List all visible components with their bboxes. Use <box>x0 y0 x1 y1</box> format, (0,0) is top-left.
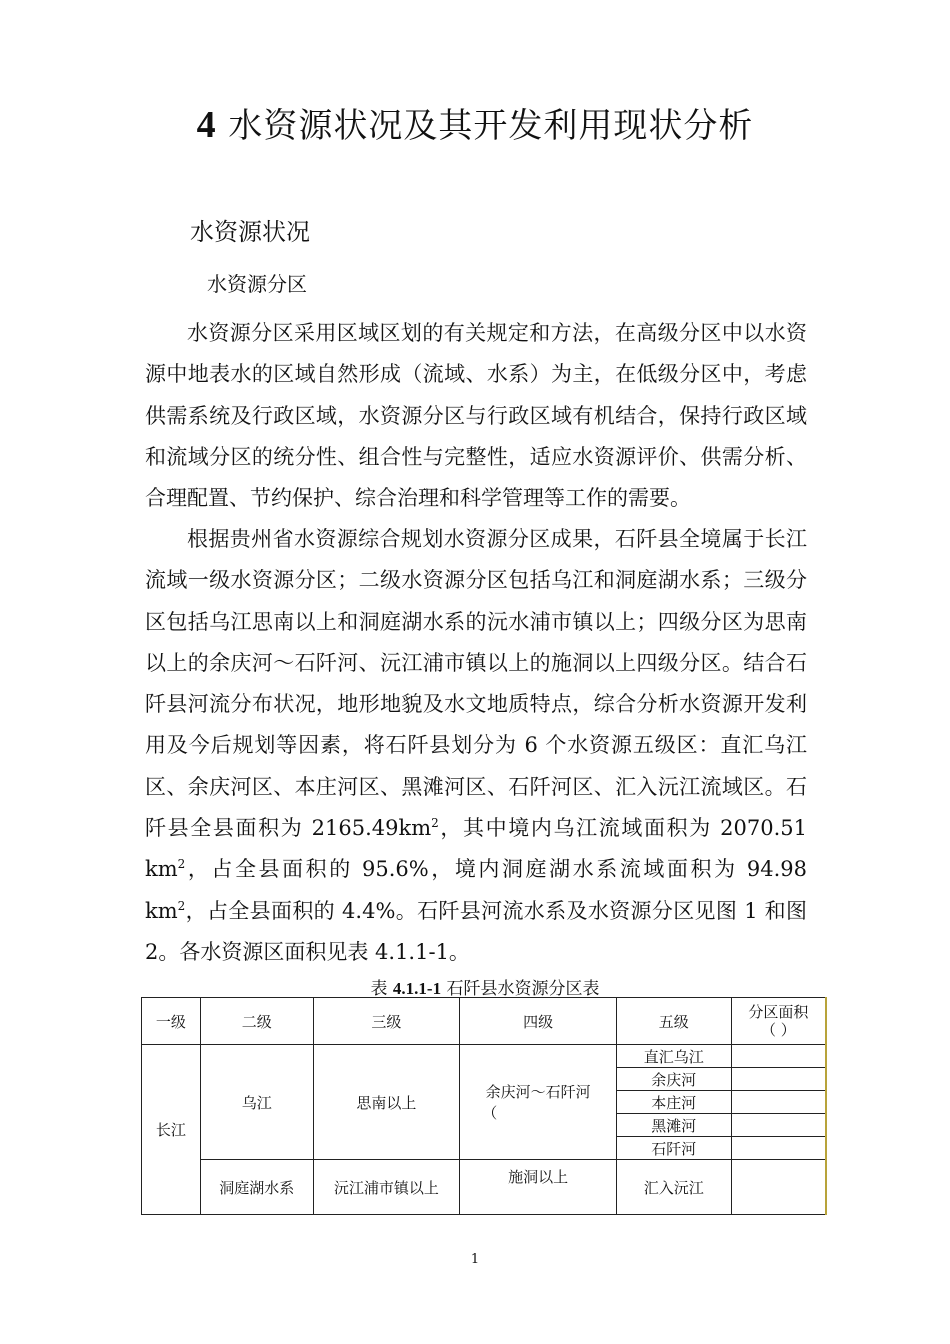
caption-title: 石阡县水资源分区表 <box>441 979 600 999</box>
cell-area <box>731 1045 826 1068</box>
cell-area <box>731 1114 826 1137</box>
paragraph-2 <box>145 519 807 973</box>
paragraph-1: 水资源分区采用区域区划的有关规定和方法，在高级分区中以水资源中地表水的区域自然形成（流域、水系）为主，在低级分区中，考虑供需系统及行政区域，水资源分区与行政区域有机结合，保持行政区域和流域分区的统分性、组合性与完整性，适应水资源评价、供需分析、合理配置、节约保护、综合治理和科学管理等工作的需要。 <box>145 321 807 511</box>
chapter-number: 4 <box>196 104 217 146</box>
section-heading: 水资源状况 <box>190 218 310 246</box>
paragraph-2-part-b: ，其中境内乌江流域面积为 2070.51 km <box>145 816 808 882</box>
header-level3: 三级 <box>313 998 460 1045</box>
cell-level3-sinan: 思南以上 <box>313 1045 460 1160</box>
superscript-2: 2 <box>177 898 186 913</box>
cell-level5: 直汇乌江 <box>616 1045 731 1068</box>
level4-name: 余庆河～石阡河 <box>485 1083 591 1101</box>
header-area-label: 分区面积 <box>748 1003 809 1021</box>
cell-area <box>731 1068 826 1091</box>
cell-area <box>731 1160 826 1215</box>
subsection-heading: 水资源分区 <box>207 272 307 296</box>
cell-level5: 黑滩河 <box>616 1114 731 1137</box>
water-zone-table <box>141 997 827 1215</box>
header-level4: 四级 <box>460 998 617 1045</box>
superscript-2: 2 <box>177 857 186 872</box>
cell-level2-dongting: 洞庭湖水系 <box>200 1160 313 1215</box>
caption-number: 4.1.1-1 <box>392 979 442 998</box>
table-header-row <box>142 998 827 1045</box>
table-row <box>142 1160 827 1215</box>
header-level1: 一级 <box>142 998 201 1045</box>
cell-level5: 本庄河 <box>616 1091 731 1114</box>
cell-area <box>731 1137 826 1160</box>
cell-level2-wujiang: 乌江 <box>200 1045 313 1160</box>
paragraph-2-part-d: ，占全县面积的 4.4%。石阡县河流水系及水资源分区见图 1 和图 2。各水资源区面积见表 4.1.1-1。 <box>145 898 807 964</box>
paragraph-2-part-c: ，占全县面积的 95.6%，境内洞庭湖水系流域面积为 94.98 km <box>145 857 807 923</box>
superscript-2: 2 <box>431 816 439 831</box>
cell-level5: 余庆河 <box>616 1068 731 1091</box>
cell-level4-shidong: 施洞以上 <box>460 1160 617 1215</box>
cell-area <box>731 1091 826 1114</box>
level4-extra: （ <box>482 1104 498 1122</box>
chapter-title-text: 水资源状况及其开发利用现状分析 <box>228 106 754 146</box>
chapter-title <box>0 98 950 147</box>
caption-prefix: 表 <box>370 979 393 999</box>
header-level2: 二级 <box>200 998 313 1045</box>
header-area-unit: （ ） <box>760 1021 796 1039</box>
cell-level5: 石阡河 <box>616 1137 731 1160</box>
header-area <box>731 998 826 1045</box>
paragraph-2-part-a: 根据贵州省水资源综合规划水资源分区成果，石阡县全境属于长江流域一级水资源分区；二级水资源分区包括乌江和洞庭湖水系；三级分区包括乌江思南以上和洞庭湖水系的沅水浦市镇以上；四级分区为思南以上的余庆河～石阡河、沅江浦市镇以上的施洞以上四级分区。结合石阡县河流分布状况，地形地貌及水文地质特点，综合分析水资源开发利用及今后规划等因素，将石阡县划分为 6 个水资源五级区：直汇乌江区、余庆河区、本庄河区、黑滩河区、石阡河区、汇入沅江流域区。石阡县全县面积为 2165.49km <box>145 527 807 841</box>
cell-level5: 汇入沅江 <box>616 1160 731 1215</box>
table-row <box>142 1045 827 1068</box>
page-number: 1 <box>470 1252 480 1267</box>
header-level5: 五级 <box>616 998 731 1045</box>
cell-level3-yuanjiang: 沅江浦市镇以上 <box>313 1160 460 1215</box>
table-caption <box>0 974 950 999</box>
cell-level1-changjiang: 长江 <box>142 1045 201 1215</box>
cell-level4-yuqing-shiqian <box>460 1045 617 1160</box>
